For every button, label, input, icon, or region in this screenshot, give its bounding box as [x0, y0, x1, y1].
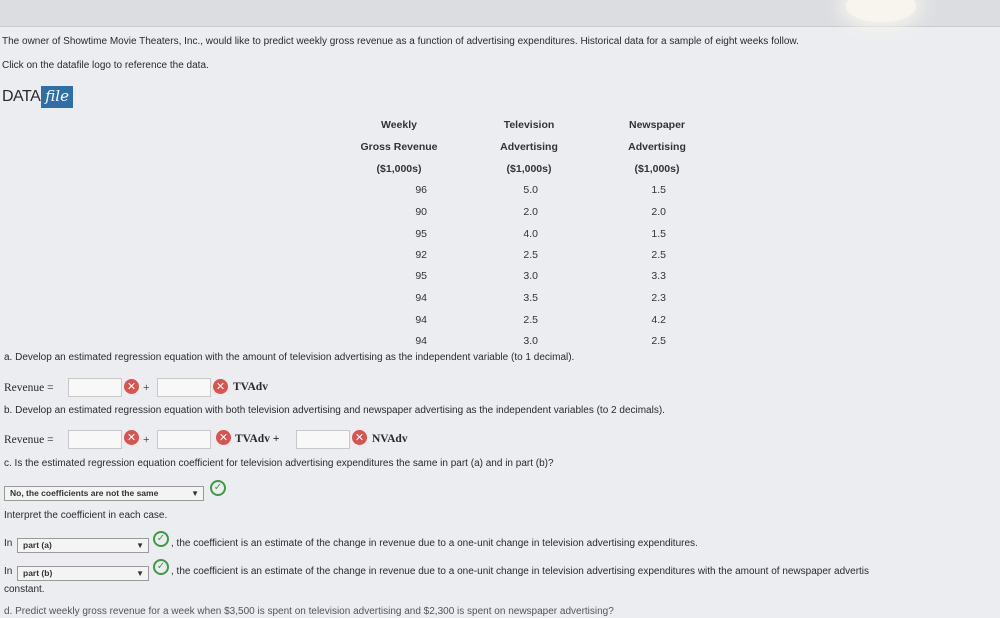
cell-tv: 2.5: [523, 249, 538, 261]
cell-news: 4.2: [651, 314, 666, 326]
plus-sign: +: [143, 382, 150, 394]
correct-check-icon: ✓: [153, 531, 169, 547]
constant-text: constant.: [4, 584, 45, 595]
cell-gross: 96: [415, 184, 427, 196]
cell-tv: 3.0: [523, 270, 538, 282]
tvadv-label-a: TVAdv: [233, 381, 268, 393]
datafile-logo[interactable]: [2, 86, 73, 108]
cell-tv: 5.0: [523, 184, 538, 196]
cell-gross: 95: [415, 270, 427, 282]
header-news-2: Advertising: [628, 141, 686, 153]
interpret-text-a: , the coefficient is an estimate of the change in revenue due to a one-unit change in television advertising expenditures.: [171, 538, 698, 549]
correct-check-icon: ✓: [210, 480, 226, 496]
news-coefficient-input-b[interactable]: [296, 430, 350, 449]
cell-gross: 95: [415, 228, 427, 240]
header-gross-1: Weekly: [381, 119, 417, 131]
error-x-icon: ✕: [124, 430, 139, 445]
in-label-a: In: [4, 538, 13, 549]
header-gross-2: Gross Revenue: [360, 141, 438, 153]
header-news-1: Newspaper: [628, 119, 686, 131]
header-tv-2: Advertising: [500, 141, 558, 153]
cell-tv: 2.5: [523, 314, 538, 326]
intercept-input-b[interactable]: [68, 430, 122, 449]
interpret-instruction: Interpret the coefficient in each case.: [4, 510, 168, 521]
cell-gross: 90: [415, 206, 427, 218]
cell-tv: 3.5: [523, 292, 538, 304]
datafile-data-text: DATA: [2, 88, 41, 105]
plus-sign: +: [143, 434, 150, 446]
cell-news: 1.5: [651, 228, 666, 240]
part-b-question: b. Develop an estimated regression equation with both television advertising and newspaper advertising as the independent variables (to 2 decimals).: [4, 405, 665, 416]
cell-news: 1.5: [651, 184, 666, 196]
cell-news: 3.3: [651, 270, 666, 282]
header-gross-3: ($1,000s): [376, 163, 422, 175]
datafile-file-text: file: [41, 86, 73, 108]
header-tv-1: Television: [503, 119, 555, 131]
error-x-icon: ✕: [213, 379, 228, 394]
cell-gross: 94: [415, 292, 427, 304]
cell-news: 2.5: [651, 249, 666, 261]
header-news-3: ($1,000s): [634, 163, 680, 175]
coefficients-same-select[interactable]: [4, 486, 204, 501]
cell-news: 2.3: [651, 292, 666, 304]
interpret-select-b[interactable]: [17, 566, 149, 581]
cell-gross: 94: [415, 314, 427, 326]
cell-tv: 2.0: [523, 206, 538, 218]
tv-coefficient-input-b[interactable]: [157, 430, 211, 449]
problem-intro: The owner of Showtime Movie Theaters, Inc., would like to predict weekly gross revenue as a function of advertising expenditures. Historical data for a sample of eight weeks follow.: [2, 36, 799, 47]
header-tv-3: ($1,000s): [506, 163, 552, 175]
interpret-select-a[interactable]: [17, 538, 149, 553]
intercept-input-a[interactable]: [68, 378, 122, 397]
revenue-label-a: Revenue =: [4, 382, 54, 394]
tvadv-plus-label-b: TVAdv +: [235, 433, 280, 445]
correct-check-icon: ✓: [153, 559, 169, 575]
select-value: No, the coefficients are not the same: [10, 488, 159, 498]
error-x-icon: ✕: [352, 430, 367, 445]
cell-gross: 92: [415, 249, 427, 261]
nvadv-label-b: NVAdv: [372, 433, 408, 445]
error-x-icon: ✕: [216, 430, 231, 445]
interpret-text-b: , the coefficient is an estimate of the change in revenue due to a one-unit change in television advertising expenditures with the amount of newspaper advertis: [171, 566, 870, 577]
chevron-down-icon: ▼: [191, 489, 199, 498]
part-a-question: a. Develop an estimated regression equation with the amount of television advertising as the independent variable (to 1 decimal).: [4, 352, 575, 363]
select-value: part (a): [23, 540, 52, 550]
tv-coefficient-input-a[interactable]: [157, 378, 211, 397]
error-x-icon: ✕: [124, 379, 139, 394]
cell-gross: 94: [415, 335, 427, 347]
cell-tv: 4.0: [523, 228, 538, 240]
part-c-question: c. Is the estimated regression equation coefficient for television advertising expenditures the same in part (a) and in part (b)?: [4, 458, 554, 469]
chevron-down-icon: ▼: [136, 541, 144, 550]
part-d-question: d. Predict weekly gross revenue for a week when $3,500 is spent on television advertising and $2,300 is spent on newspaper advertising?: [4, 606, 614, 617]
cell-news: 2.5: [651, 335, 666, 347]
revenue-label-b: Revenue =: [4, 434, 54, 446]
chevron-down-icon: ▼: [136, 569, 144, 578]
datafile-instruction: Click on the datafile logo to reference the data.: [2, 60, 209, 71]
cell-tv: 3.0: [523, 335, 538, 347]
in-label-b: In: [4, 566, 13, 577]
select-value: part (b): [23, 568, 53, 578]
cell-news: 2.0: [651, 206, 666, 218]
